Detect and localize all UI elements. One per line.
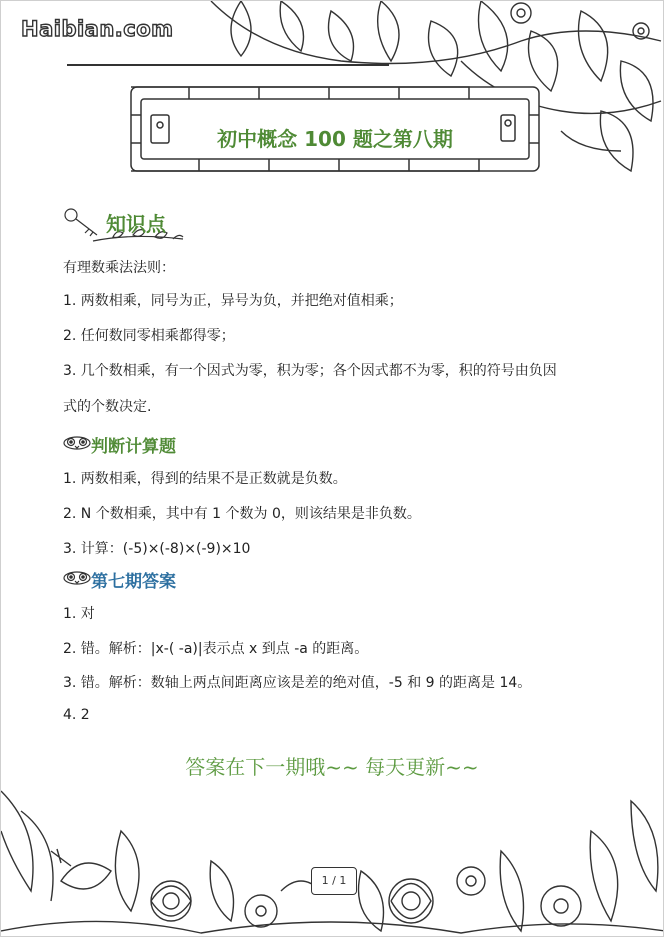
knowledge-line: 有理数乘法法则： bbox=[63, 260, 175, 276]
knowledge-line: 式的个数决定. bbox=[63, 399, 152, 415]
header-rule-gap bbox=[39, 64, 67, 66]
judge-line: 3. 计算：(-5)×(-8)×(-9)×10 bbox=[63, 541, 251, 557]
page-number: 1 / 1 bbox=[311, 867, 357, 895]
knowledge-heading: 知识点 bbox=[106, 212, 166, 236]
bottom-floral-decoration bbox=[1, 771, 664, 937]
answer-line: 2. 错。解析：|x-( -a)|表示点 x 到点 -a 的距离。 bbox=[63, 641, 369, 657]
answer-line: 1. 对 bbox=[63, 606, 95, 622]
answers-heading: 第七期答案 bbox=[91, 572, 176, 592]
knowledge-line: 2. 任何数同零相乘都得零； bbox=[63, 328, 235, 344]
answer-line: 4. 2 bbox=[63, 707, 90, 723]
owl-icon bbox=[63, 569, 91, 585]
footer-note: 答案在下一期哦~~ 每天更新~~ bbox=[185, 755, 479, 779]
site-logo: Haibian.com bbox=[21, 17, 174, 41]
owl-icon bbox=[63, 434, 91, 450]
judge-line: 2. N 个数相乘，其中有 1 个数为 0，则该结果是非负数。 bbox=[63, 506, 421, 522]
page-title: 初中概念 100 题之第八期 bbox=[217, 127, 453, 151]
judge-heading: 判断计算题 bbox=[91, 437, 176, 457]
answer-line: 3. 错。解析：数轴上两点间距离应该是差的绝对值，-5 和 9 的距离是 14。 bbox=[63, 675, 532, 691]
knowledge-line: 1. 两数相乘，同号为正，异号为负，并把绝对值相乘； bbox=[63, 293, 403, 309]
judge-line: 1. 两数相乘，得到的结果不是正数就是负数。 bbox=[63, 471, 347, 487]
knowledge-line: 3. 几个数相乘，有一个因式为零，积为零；各个因式都不为零，积的符号由负因 bbox=[63, 363, 557, 379]
title-plaque bbox=[129, 85, 541, 173]
header-rule bbox=[39, 64, 389, 66]
